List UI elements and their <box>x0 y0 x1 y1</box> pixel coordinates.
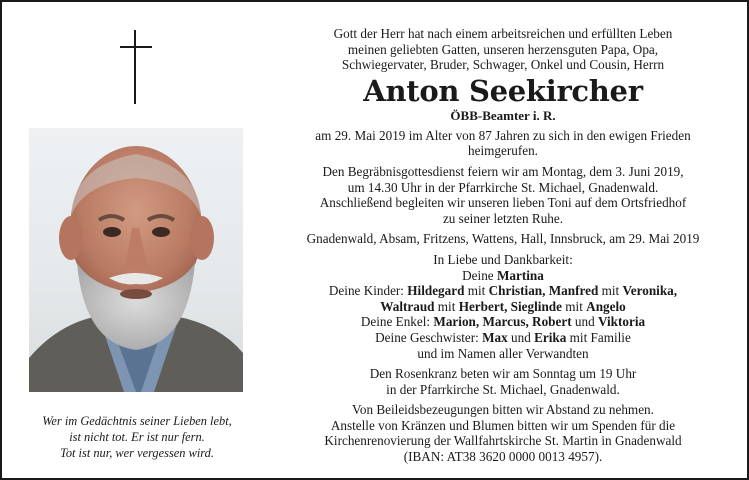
places-date: Gnadenwald, Absam, Fritzens, Wattens, Hall, Innsbruck, am 29. Mai 2019 <box>306 231 700 247</box>
cross-icon <box>120 30 152 104</box>
funeral-line: um 14.30 Uhr in der Pfarrkirche St. Michael, Gnadenwald. <box>347 179 659 195</box>
funeral-line: zu seiner letzten Ruhe. <box>442 210 564 226</box>
donation-line: Anstelle von Kränzen und Blumen bitten wir um Spenden für die <box>330 417 676 433</box>
obituary-text <box>268 26 738 465</box>
death-line: am 29. Mai 2019 im Alter von 87 Jahren zu sich in den ewigen Frieden <box>315 127 691 143</box>
intro-line: Gott der Herr hat nach einem arbeitsreichen und erfüllten Leben <box>333 26 673 41</box>
relatives-line: und im Namen aller Verwandten <box>417 345 589 361</box>
wife-line: Deine Martina <box>462 267 544 283</box>
mourners-intro: In Liebe und Dankbarkeit: <box>433 251 573 267</box>
quote-line: Wer im Gedächtnis seiner Lieben lebt, <box>42 414 232 428</box>
deceased-name: Anton Seekircher <box>363 73 643 108</box>
rosary-line: Den Rosenkranz beten wir am Sonntag um 19 Uhr <box>369 366 637 382</box>
memorial-quote <box>14 413 260 461</box>
deceased-role: ÖBB-Beamter i. R. <box>450 107 556 123</box>
quote-line: ist nicht tot. Er ist nur fern. <box>69 430 205 444</box>
portrait-photo <box>29 128 243 392</box>
condolences-note: Von Beileidsbezeugungen bitten wir Abstand zu nehmen. <box>352 402 654 418</box>
wife-name: Martina <box>496 267 544 283</box>
children-line: Waltraud mit Herbert, Sieglinde mit Angelo <box>380 298 626 314</box>
funeral-line: Anschließend begleiten wir unseren lieben Toni auf dem Ortsfriedhof <box>319 195 687 211</box>
donation-line: (IBAN: AT38 3620 0000 0013 4957). <box>403 449 603 465</box>
intro-line: Schwiegervater, Bruder, Schwager, Onkel und Cousin, Herrn <box>341 57 665 73</box>
quote-line: Tot ist nur, wer vergessen wird. <box>60 446 214 460</box>
death-line: heimgerufen. <box>468 143 538 159</box>
children-line: Deine Kinder: Hildegard mit Christian, Manfred mit Veronika, <box>328 283 678 299</box>
intro-line: meinen geliebten Gatten, unseren herzensguten Papa, Opa, <box>347 41 659 57</box>
grandchildren-line: Deine Enkel: Marion, Marcus, Robert und Viktoria <box>360 314 646 330</box>
rosary-line: in der Pfarrkirche St. Michael, Gnadenwald. <box>386 381 620 397</box>
siblings-line: Deine Geschwister: Max und Erika mit Familie <box>375 329 631 345</box>
donation-line: Kirchenrenovierung der Wallfahrtskirche St. Martin in Gnadenwald <box>324 433 682 449</box>
funeral-line: Den Begräbnisgottesdienst feiern wir am Montag, dem 3. Juni 2019, <box>322 163 684 179</box>
